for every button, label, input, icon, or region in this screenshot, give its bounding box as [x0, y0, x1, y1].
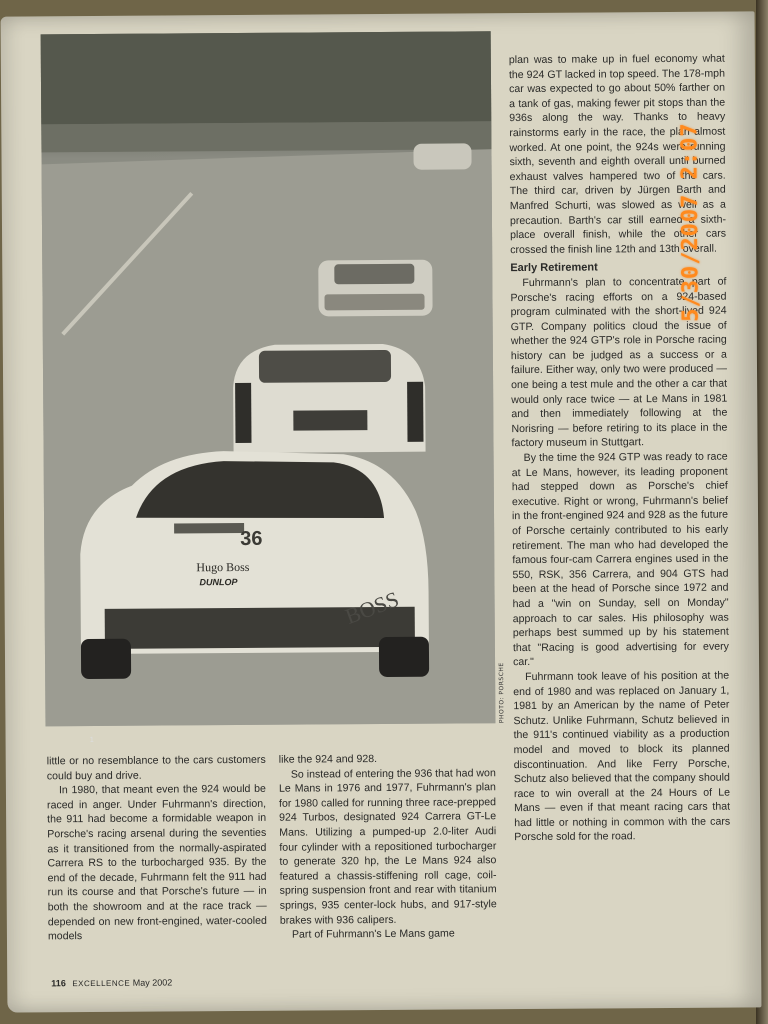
car-number: 36	[240, 527, 263, 550]
paragraph: plan was to make up in fuel economy what the 924 GT lacked in top speed. The 178-mph car was expected to go about 50% farther on a tank of gas, making fewer pit stops than the 936s along the way. Thanks to heavy rainstorms early in the race, the plan almost worked. At one point, the 924s were running sixth, seventh and eighth overall until burned exhaust valves hampered two of the cars. The third car, driven by Jürgen Barth and Manfred Schurti, was slowed as well as a precaution. Barth's car still earned a sixth-place overall finish, while the other cars crossed the finish line 12th and 13th overall.	[508, 52, 727, 256]
paragraph: Fuhrmann took leave of his position at the end of 1980 and was replaced on January 1, 1981 by an American by the name of Peter Schutz. Unlike Fuhrmann, Schutz believed in the 911's continued viability as a production model and moved to block its planned discontinuation. And like Ferry Porsche, Schutz also believed that the company should race to win overall at the 24 Hours of Le Mans — even if that meant racing cars that had little or nothing in common with the cars Porsche sold for the road.	[513, 669, 731, 844]
second-car	[233, 344, 426, 453]
car-side-logo: BOSS	[341, 586, 403, 629]
third-car	[318, 260, 432, 317]
race-photo	[41, 31, 496, 745]
magazine-name: EXCELLENCE	[72, 978, 131, 989]
page-number: 116	[51, 978, 66, 989]
paragraph: Part of Fuhrmann's Le Mans game	[291, 927, 455, 941]
paragraph: In 1980, that meant even the 924 would be raced in anger. Under Fuhrmann's direction, the 911 had become a formidable weapon in Porsche's racing arsenal during the seventies as it transitioned from the normally-aspirated Carrera RS to the turbocharged 935. By the end of the decade, Fuhrmann felt the 911 had run its course and that Porsche's future — in both the showroom and at the race track — depended on new front-engined, water-cooled models	[46, 782, 267, 943]
text-column-middle	[279, 751, 497, 942]
issue-date: May 2002	[132, 977, 173, 988]
car-sponsor-dunlop: DUNLOP	[199, 577, 238, 588]
paragraph: little or no resemblance to the cars customers could buy and drive.	[46, 753, 266, 782]
photo-credit: PHOTO: PORSCHE	[498, 662, 506, 724]
photo-caption-number: 1	[89, 736, 95, 745]
paragraph: like the 924 and 928.	[278, 753, 378, 766]
text-column-left	[47, 753, 267, 944]
page-footer	[51, 977, 172, 988]
paragraph: So instead of entering the 936 that had won Le Mans in 1976 and 1977, Fuhrmann's plan for 1980 called for running three race-prepped 924 Turbos, designated 924 Carrera GT-Le Mans. Utilizing a pumped-up 2.0-liter Audi four cylinder with a repositioned turbocharger to generate 320 hp, the Le Mans 924 also featured a chassis-stiffening roll cage, coil-spring suspension front and rear with titanium springs, 935 center-lock hubs, and 917-style brakes with 936 calipers.	[278, 766, 497, 927]
paragraph: Fuhrmann's plan to concentrate part of Porsche's racing efforts on a 924-based program culminated with the short-lived 924 GTP. Company politics cloud the issue of whether the 924 GTP's role in Porsche racing history can be judged as a success or a failure. Either way, only two were produced — one being a test mule and the other a car that would only race twice — at Le Mans in 1981 and then immediately following at the Norisring — before retiring to its place in the factory museum in Stuttgart.	[510, 275, 728, 450]
car-sponsor-hugo-boss: Hugo Boss	[196, 559, 250, 575]
distant-car	[413, 143, 471, 169]
section-heading: Early Retirement	[510, 261, 598, 275]
race-photo-illustration	[41, 31, 496, 726]
camera-date-stamp: 5/30/2007 2:07	[677, 122, 704, 322]
paragraph: By the time the 924 GTP was ready to race at Le Mans, however, its leading proponent had stepped down as Porsche's chief executive. Right or wrong, Fuhrmann's belief in the front-engined 924 and 928 as the future of Porsche certainly contributed to his early retirement. The man who had developed the famous four-cam Carrera engines used in the 550, RSK, 356 Carrera, and 904 GTS had been at the head of Porsche since 1972 and had a "win on Sunday, sell on Monday" approach to car sales. His philosophy was perhaps best summed up by his statement that "Racing is good advertising for every car."	[511, 450, 729, 669]
magazine-page	[1, 11, 762, 1012]
